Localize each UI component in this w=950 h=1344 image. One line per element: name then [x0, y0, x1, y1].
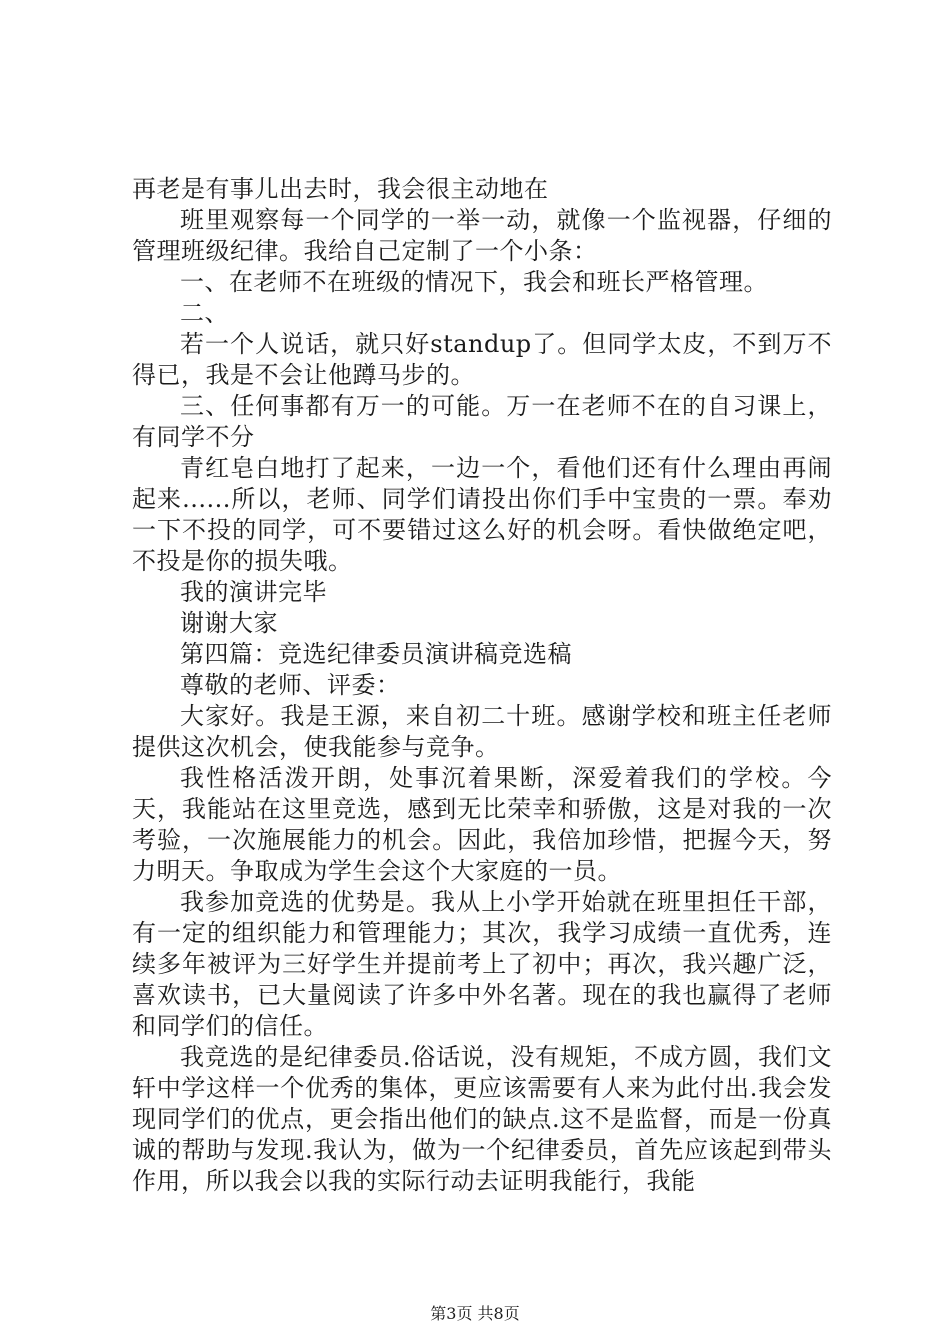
paragraph: 我参加竞选的优势是。我从上小学开始就在班里担任干部，有一定的组织能力和管理能力；其次，我学习成绩一直优秀，连续多年被评为三好学生并提前考上了初中；再次，我兴趣广泛，喜欢读书，已大量阅读了许多中外名著。现在的我也赢得了老师和同学们的信任。: [132, 888, 832, 1040]
paragraph: 再老是有事儿出去时，我会很主动地在: [132, 175, 549, 203]
paragraph: 班里观察每一个同学的一举一动，就像一个监视器，仔细的管理班级纪律。我给自己定制了一个小条：: [132, 206, 832, 265]
paragraph: 若一个人说话，就只好standup了。但同学太皮，不到万不得已，我是不会让他蹲马步的。: [132, 330, 832, 389]
paragraph: 大家好。我是王源，来自初二十班。感谢学校和班主任老师提供这次机会，使我能参与竞争。: [132, 702, 832, 761]
document-body: [132, 174, 832, 1197]
paragraph: 二、: [180, 299, 229, 327]
salutation: 尊敬的老师、评委：: [180, 671, 401, 699]
page-number-footer: 第3页 共8页: [430, 1304, 520, 1323]
closing-line: 我的演讲完毕: [180, 578, 327, 606]
thanks-line: 谢谢大家: [180, 609, 278, 637]
paragraph: 一、在老师不在班级的情况下，我会和班长严格管理。: [180, 268, 768, 296]
paragraph: 青红皂白地打了起来，一边一个，看他们还有什么理由再闹起来......所以，老师、同学们请投出你们手中宝贵的一票。奉劝一下不投的同学，可不要错过这么好的机会呀。看快做绝定吧，不投是你的损失哦。: [132, 454, 832, 575]
paragraph: 我性格活泼开朗，处事沉着果断，深爱着我们的学校。今天，我能站在这里竞选，感到无比荣幸和骄傲，这是对我的一次考验，一次施展能力的机会。因此，我倍加珍惜，把握今天，努力明天。争取成为学生会这个大家庭的一员。: [132, 764, 832, 885]
paragraph: 我竞选的是纪律委员.俗话说，没有规矩，不成方圆，我们文轩中学这样一个优秀的集体，更应该需要有人来为此付出.我会发现同学们的优点，更会指出他们的缺点.这不是监督，而是一份真诚的帮助与发现.我认为，做为一个纪律委员，首先应该起到带头作用，所以我会以我的实际行动去证明我能行，我能: [132, 1043, 832, 1195]
section-heading: 第四篇：竞选纪律委员演讲稿竞选稿: [180, 640, 572, 668]
paragraph: 三、任何事都有万一的可能。万一在老师不在的自习课上，有同学不分: [132, 392, 832, 451]
